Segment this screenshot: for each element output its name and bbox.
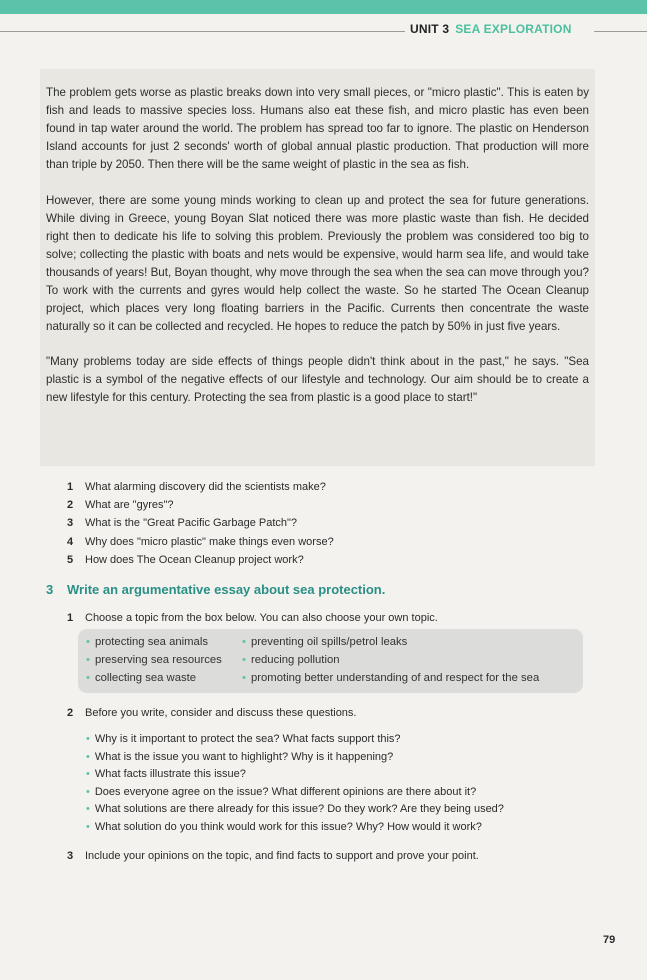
- question-item: [67, 514, 334, 532]
- question-item: [67, 478, 334, 496]
- unit-topic: SEA EXPLORATION: [455, 22, 572, 36]
- step-number: 3: [67, 850, 74, 862]
- topic-text: preventing oil spills/petrol leaks: [250, 636, 408, 648]
- question-number: 5: [67, 553, 74, 566]
- bullet-icon: •: [86, 733, 90, 745]
- bullet-icon: •: [86, 768, 90, 781]
- topic-text: protecting sea animals: [94, 636, 208, 648]
- question-number: 3: [67, 517, 74, 530]
- question-text: How does The Ocean Cleanup project work?: [85, 553, 304, 566]
- topic-box: [78, 629, 583, 693]
- step-text: Before you write, consider and discuss these questions.: [85, 707, 357, 719]
- bullet-icon: •: [86, 672, 90, 684]
- discussion-text: What solution do you think would work for this issue? Why? How would it work?: [94, 820, 482, 833]
- topic-item: [86, 636, 208, 648]
- unit-label: UNIT 3: [410, 22, 450, 36]
- topic-text: collecting sea waste: [94, 672, 197, 684]
- page-number: 79: [603, 934, 616, 946]
- top-accent-bar: [0, 0, 647, 14]
- topic-item: [86, 654, 222, 666]
- step-number: 2: [67, 707, 74, 719]
- step-3: [67, 850, 479, 862]
- question-item: [67, 551, 334, 569]
- step-1: [67, 612, 438, 624]
- topic-item: [242, 672, 539, 684]
- discussion-item: [86, 819, 504, 837]
- question-number: 4: [67, 535, 74, 548]
- discussion-text: Why is it important to protect the sea? What facts support this?: [94, 733, 401, 745]
- topic-text: preserving sea resources: [94, 654, 222, 666]
- topic-item: [242, 654, 340, 666]
- bullet-icon: •: [86, 750, 90, 763]
- topic-item: [242, 636, 407, 648]
- step-number: 1: [67, 612, 74, 624]
- question-number: 1: [67, 481, 74, 493]
- question-text: What alarming discovery did the scientists make?: [85, 481, 326, 493]
- discussion-item: [86, 784, 504, 802]
- unit-header: [410, 22, 572, 36]
- discussion-questions: [86, 731, 504, 837]
- bullet-icon: •: [242, 636, 246, 648]
- discussion-text: Does everyone agree on the issue? What different opinions are there about it?: [94, 785, 477, 798]
- question-text: Why does "micro plastic" make things even worse?: [85, 535, 334, 548]
- discussion-item: [86, 749, 504, 767]
- reading-paragraph: However, there are some young minds working to clean up and protect the sea for future generations. While diving in Greece, young Boyan Slat noticed there was more plastic waste than fish. He decided right then to dedicate his life to solving this problem. Previously the problem was considered too big to solve; collecting the plastic with boats and nets would be expensive, would harm sea life, and would take thousands of years! But, Boyan thought, why move through the sea when the sea can move through you? To work with the currents and gyres would help collect the waste. So he started The Ocean Cleanup project, which places very long floating barriers in the Pacific. Currents then concentrate the waste naturally so it can be collected and recycled. He hopes to reduce the patch by 50% in just five years.: [46, 193, 589, 333]
- bullet-icon: •: [86, 803, 90, 816]
- reading-paragraph: "Many problems today are side effects of things people didn't think about in the past," he says. "Sea plastic is a symbol of the negative effects of our lifestyle and technology. Our aim should be to create a new lifestyle for this century. Protecting the sea from plastic is a good place to start!": [46, 355, 589, 404]
- discussion-item: [86, 801, 504, 819]
- bullet-icon: •: [86, 636, 90, 648]
- reading-paragraph: The problem gets worse as plastic breaks down into very small pieces, or "micro plastic". This is eaten by fish and leads to massive species loss. Humans also eat these fish, and micro plastic has even been found in tap water around the world. The problem has spread too far to ignore. The plastic on Henderson Island accounts for just 2 seconds' worth of global annual plastic production. That production will more than triple by 2050. Then there will be the same weight of plastic in the sea as fish.: [46, 86, 589, 171]
- header-rule-right: [594, 31, 647, 32]
- discussion-text: What is the issue you want to highlight? Why is it happening?: [94, 750, 394, 763]
- question-item: [67, 533, 334, 551]
- discussion-item: [86, 766, 504, 784]
- bullet-icon: •: [86, 820, 90, 833]
- question-number: 2: [67, 499, 74, 512]
- bullet-icon: •: [86, 654, 90, 666]
- topic-item: [86, 672, 196, 684]
- header-rule-left: [0, 31, 405, 32]
- question-text: What is the "Great Pacific Garbage Patch"?: [85, 517, 298, 530]
- step-2: [67, 707, 356, 719]
- step-text: Choose a topic from the box below. You can also choose your own topic.: [85, 612, 438, 624]
- reading-passage: [40, 69, 595, 466]
- step-text: Include your opinions on the topic, and find facts to support and prove your point.: [85, 850, 479, 862]
- section-3-title: [46, 582, 385, 597]
- discussion-item: [86, 731, 504, 749]
- discussion-text: What solutions are there already for this issue? Do they work? Are they being used?: [94, 803, 504, 816]
- question-item: [67, 496, 334, 514]
- bullet-icon: •: [242, 672, 246, 684]
- topic-text: reducing pollution: [250, 654, 340, 666]
- section-title-text: Write an argumentative essay about sea protection.: [67, 582, 386, 597]
- bullet-icon: •: [242, 654, 246, 666]
- bullet-icon: •: [86, 785, 90, 798]
- topic-text: promoting better understanding of and respect for the sea: [250, 672, 540, 684]
- comprehension-questions: [67, 478, 334, 569]
- section-number: 3: [46, 582, 54, 597]
- question-text: What are "gyres"?: [85, 499, 174, 512]
- discussion-text: What facts illustrate this issue?: [94, 768, 246, 781]
